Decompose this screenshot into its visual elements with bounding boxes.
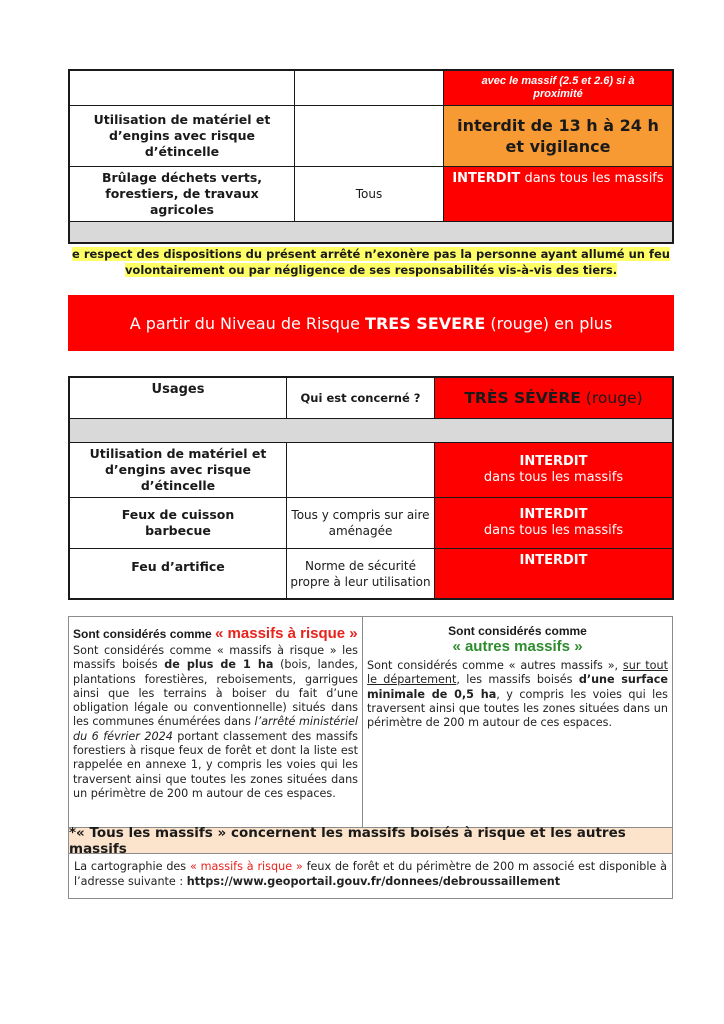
rule-forbidden-label: INTERDIT [519,507,588,522]
massifs-definitions-box [68,616,673,899]
table-cell-usage-green-waste: Brûlage déchets verts, forestiers, de travaux agricoles [70,167,295,222]
table-cell-usage-empty [70,71,295,106]
notice-line-2: volontairement ou par négligence de ses responsabilités vis-à-vis des tiers. [124,263,618,277]
notice-line-1: e respect des dispositions du présent arrêté n’exonère pas la personne ayant allumé un feu [72,247,670,261]
rule-forbidden-label: INTERDIT [452,171,521,186]
table-cell-concerned-empty [295,106,444,167]
rule-forbidden-label: INTERDIT [519,553,588,568]
table-cell-rule-forbidden [435,443,672,498]
fire-rules-table-continued [68,69,674,244]
rule-scope-text: dans tous les massifs [483,470,624,485]
header-level-bold: TRÈS SÉVÈRE [464,389,581,407]
text-segment: feux de forêt et du périmètre de 200 m associé est disponible à l’adresse suivante : [74,860,667,888]
table-cell-rule-forbidden [444,167,672,222]
table-separator-row [70,419,672,443]
banner-suffix: (rouge) en plus [485,313,613,333]
table-cell-usage-fireworks: Feu d’artifice [70,549,287,598]
table-cell-concerned-empty [295,71,444,106]
table-cell-rule-orange: interdit de 13 h à 24 h et vigilance [444,106,672,167]
header-level-very-severe [435,378,672,419]
definition-risk-title [73,625,358,642]
definition-other-text [367,659,668,730]
cartography-note [69,857,672,891]
definition-other-massifs [363,617,672,827]
banner-level: TRES SEVERE [365,313,486,333]
header-usages: Usages [70,378,287,419]
table-cell-concerned-all-including-areas: Tous y compris sur aire aménagée [287,498,435,549]
definition-risk-text [73,644,358,801]
table-cell-concerned-safety-standard: Norme de sécurité propre à leur utilisation [287,549,435,598]
table-cell-usage-spark-equipment: Utilisation de matériel et d’engins avec risque d’étincelle [70,443,287,498]
text-highlight-segment: « massifs à risque » [189,860,303,873]
table-cell-rule-forbidden [435,549,672,598]
text-bold-segment: d’une surface minimale de 0,5 ha [367,673,668,701]
geoportail-link[interactable]: https://www.geoportail.gouv.fr/donnees/debroussaillement [186,875,561,888]
text-segment: , y compris les voies qui les traversent ainsi que toutes les zones situées dans un périmètre de 200 m autour de ces espaces. [367,687,668,730]
text-segment: (bois, landes, plantations forestières, reboisements, garrigues ainsi que les terrains à boiser du fait d’une obligation légale ou conventionnelle) situés dans les communes énumérées dans [73,658,358,729]
text-segment: Sont considérés comme « autres massifs », [367,659,623,672]
text-segment: La cartographie des [74,860,190,873]
definition-title-prefix: Sont considérés comme [448,624,587,638]
table-separator-row [70,222,672,242]
definition-other-title [367,623,668,655]
table-cell-concerned-empty [287,443,435,498]
text-bold-segment: de plus de 1 ha [164,658,274,672]
all-massifs-note: *« Tous les massifs » concernent les massifs boisés à risque et les autres massifs [69,827,672,854]
liability-notice [68,246,674,278]
definition-title-prefix: Sont considérés comme [73,627,216,641]
text-segment: portant classement des massifs forestiers à risque feux de forêt et dont la liste est rappelée en annexe 1, y compris les voies qui les traversent ainsi que toutes les zones situées dans un périmètre de 200 m autour de ces espaces. [73,729,358,800]
text-italic-segment: l’arrêté ministériel du 6 février 2024 [73,715,358,743]
header-level-rest: (rouge) [580,389,643,407]
definition-risk-massifs [69,617,363,827]
text-segment: Sont considérés comme « massifs à risque » les massifs boisés [73,644,358,672]
table-cell-concerned-all: Tous [295,167,444,222]
table-cell-rule-proximity: avec le massif (2.5 et 2.6) si à proximité [444,71,672,106]
table-cell-rule-forbidden [435,498,672,549]
header-concerned: Qui est concerné ? [287,378,435,419]
text-segment: , les massifs boisés [456,673,579,687]
text-underline-segment: sur tout le département [367,659,668,687]
table-cell-usage-spark-equipment: Utilisation de matériel et d’engins avec risque d’étincelle [70,106,295,167]
rule-forbidden-label: INTERDIT [519,454,588,469]
rule-scope-text: dans tous les massifs [483,523,624,538]
banner-prefix: A partir du Niveau de Risque [129,313,366,333]
rule-scope-text: dans tous les massifs [520,171,664,186]
risk-level-banner [68,295,674,351]
table-cell-usage-barbecue: Feux de cuisson barbecue [70,498,287,549]
definition-title-highlight: « autres massifs » [452,638,583,655]
very-severe-rules-table [68,376,674,600]
definition-title-highlight: « massifs à risque » [215,625,358,642]
